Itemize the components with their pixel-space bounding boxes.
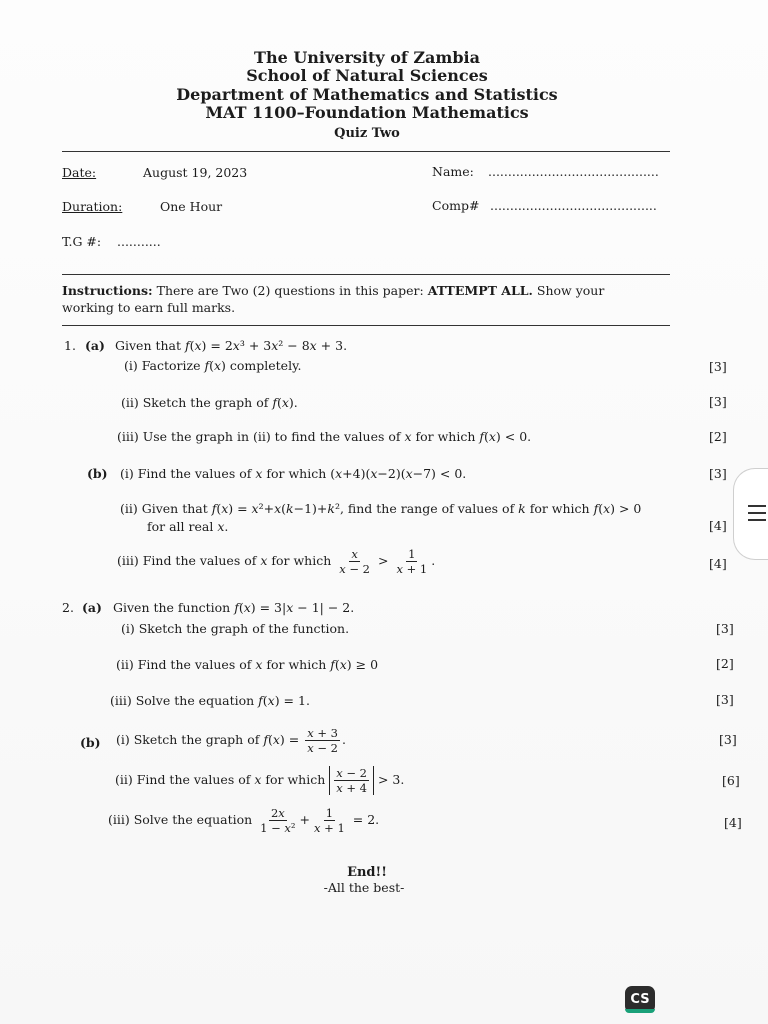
q1b-ii-line-2: for all real 𝑥. xyxy=(147,519,229,534)
q2b-i xyxy=(116,726,346,755)
date-value: August 19, 2023 xyxy=(143,165,248,180)
q2-number: 2. xyxy=(62,600,74,615)
q1b-ii-line-1: (ii) Given that 𝑓(𝑥) = 𝑥²+𝑥(𝑘−1)+𝑘², find the range of values of 𝑘 for which 𝑓(𝑥) > 0 xyxy=(120,501,642,516)
name-label: Name: xyxy=(432,164,474,179)
q1b-iii xyxy=(117,547,435,576)
equation-end: = 2. xyxy=(352,812,380,827)
q1b-label: (b) xyxy=(87,466,108,481)
tg-field: ........... xyxy=(117,234,161,249)
q2a-ii-mark: [2] xyxy=(716,656,734,671)
q2a-label: (a) xyxy=(82,600,102,615)
denominator: 𝑥 − 2 xyxy=(339,562,370,576)
q1a-ii-mark: [3] xyxy=(709,394,727,409)
duration-value: One Hour xyxy=(160,199,223,214)
school-title: School of Natural Sciences xyxy=(246,66,488,85)
denominator: 𝑥 + 4 xyxy=(336,781,367,795)
course-title: MAT 1100–Foundation Mathematics xyxy=(205,103,529,122)
end-text: End!! xyxy=(347,865,387,880)
q1a-i-mark: [3] xyxy=(709,359,727,374)
fraction xyxy=(394,547,429,576)
q2b-ii-mark: [6] xyxy=(722,773,740,788)
operator: > xyxy=(377,553,389,568)
instructions-line-1 xyxy=(62,283,604,298)
camscanner-logo: CS xyxy=(625,986,655,1013)
q1b-i-mark: [3] xyxy=(709,466,727,481)
numerator: 𝑥 xyxy=(351,547,358,561)
q2b-ii-text: (ii) Find the values of 𝑥 for which xyxy=(115,772,326,787)
instructions-emphasis: ATTEMPT ALL. xyxy=(427,283,533,298)
q2b-i-text: (i) Sketch the graph of 𝑓(𝑥) = xyxy=(116,732,300,747)
fraction xyxy=(334,766,369,795)
numerator: 2𝑥 xyxy=(270,806,285,820)
q2b-i-mark: [3] xyxy=(719,732,737,747)
q2a-iii: (iii) Solve the equation 𝑓(𝑥) = 1. xyxy=(110,693,310,708)
period: . xyxy=(341,732,346,747)
divider xyxy=(62,325,670,326)
q1-number: 1. xyxy=(64,338,76,353)
closing-text: -All the best- xyxy=(323,880,405,895)
denominator: 𝑥 + 1 xyxy=(396,562,428,576)
q2b-iii xyxy=(108,806,379,835)
denominator: 1 − 𝑥² xyxy=(260,821,296,835)
duration-label: Duration: xyxy=(62,199,123,214)
numerator: 1 xyxy=(408,547,416,561)
q1a-ii: (ii) Sketch the graph of 𝑓(𝑥). xyxy=(121,395,298,410)
q2b-label: (b) xyxy=(80,735,101,750)
instructions-line-2: working to earn full marks. xyxy=(62,300,236,315)
q2a-iii-mark: [3] xyxy=(716,692,734,707)
inequality: > 3. xyxy=(377,772,405,787)
numerator: 𝑥 − 2 xyxy=(336,766,367,780)
q2a-i-mark: [3] xyxy=(716,621,734,636)
denominator: 𝑥 − 2 xyxy=(307,741,338,755)
fraction xyxy=(337,547,372,576)
q1a-label: (a) xyxy=(85,338,105,353)
instructions-text: There are Two (2) questions in this paper: xyxy=(156,283,424,298)
menu-icon xyxy=(748,505,766,526)
numerator: 𝑥 + 3 xyxy=(307,726,338,740)
department-title: Department of Mathematics and Statistics xyxy=(176,85,558,104)
q1a-stem: Given that 𝑓(𝑥) = 2𝑥³ + 3𝑥² − 8𝑥 + 3. xyxy=(115,338,348,353)
operator: + xyxy=(299,812,311,827)
divider xyxy=(62,274,670,275)
absolute-value xyxy=(329,766,374,795)
fraction xyxy=(258,806,297,835)
divider xyxy=(62,151,670,152)
q2b-iii-mark: [4] xyxy=(724,815,742,830)
q1a-iii-mark: [2] xyxy=(709,429,727,444)
q1a-i: (i) Factorize 𝑓(𝑥) completely. xyxy=(124,358,302,373)
university-title: The University of Zambia xyxy=(254,48,480,67)
q2b-iii-text: (iii) Solve the equation xyxy=(108,812,253,827)
numerator: 1 xyxy=(325,806,334,820)
q2a-ii: (ii) Find the values of 𝑥 for which 𝑓(𝑥) ≥ 0 xyxy=(116,657,379,672)
q1a-iii: (iii) Use the graph in (ii) to find the values of 𝑥 for which 𝑓(𝑥) < 0. xyxy=(117,429,532,444)
comp-field: .......................................... xyxy=(490,198,657,213)
name-field: ........................................... xyxy=(488,164,659,179)
date-label: Date: xyxy=(62,165,97,180)
q1b-iii-text: (iii) Find the values of 𝑥 for which xyxy=(117,553,332,568)
q2a-stem: Given the function 𝑓(𝑥) = 3|𝑥 − 1| − 2. xyxy=(113,600,355,615)
comp-label: Comp# xyxy=(432,198,480,213)
q1b-iii-mark: [4] xyxy=(709,556,727,571)
instructions-label: Instructions: xyxy=(62,283,153,298)
q1b-i: (i) Find the values of 𝑥 for which (𝑥+4)(𝑥−2)(𝑥−7) < 0. xyxy=(120,466,467,481)
fraction xyxy=(305,726,340,755)
q2a-i: (i) Sketch the graph of the function. xyxy=(121,621,350,636)
period: . xyxy=(431,553,436,568)
tg-label: T.G #: xyxy=(62,234,102,249)
side-menu-handle[interactable] xyxy=(733,468,768,560)
instructions-text: Show your xyxy=(536,283,605,298)
fraction xyxy=(312,806,347,835)
denominator: 𝑥 + 1 xyxy=(314,821,345,835)
q1b-ii-mark: [4] xyxy=(709,518,727,533)
q2b-ii xyxy=(115,766,404,795)
quiz-title: Quiz Two xyxy=(334,126,400,141)
